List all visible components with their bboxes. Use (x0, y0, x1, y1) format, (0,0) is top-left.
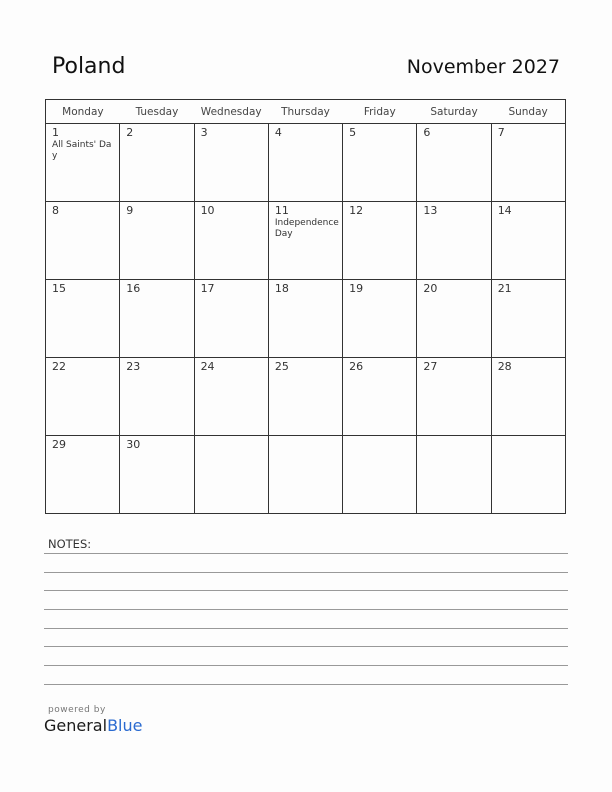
day-cell (120, 436, 194, 514)
notes-label: NOTES: (48, 537, 92, 551)
holiday-label: All Saints' Day (52, 140, 112, 161)
day-number: 3 (200, 126, 208, 139)
day-cell (46, 358, 120, 436)
weekday-header: Friday (343, 100, 417, 124)
day-cell (491, 202, 565, 280)
weekday-header: Sunday (491, 100, 565, 124)
day-number: 16 (126, 282, 141, 295)
day-number: 15 (52, 282, 66, 295)
day-cell (194, 280, 268, 358)
day-number (492, 436, 565, 438)
day-number: 19 (349, 282, 364, 295)
day-cell (120, 124, 194, 202)
day-cell (343, 280, 417, 358)
weekday-header: Tuesday (120, 100, 194, 124)
day-number: 2 (126, 126, 134, 139)
note-line (44, 572, 568, 573)
day-number: 24 (200, 360, 215, 373)
weekday-header-row (46, 100, 566, 124)
day-cell (417, 280, 491, 358)
generalblue-logo (44, 716, 142, 735)
day-number: 21 (497, 282, 512, 295)
day-cell (194, 358, 268, 436)
day-number: 17 (200, 282, 215, 295)
day-number: 5 (349, 126, 357, 139)
weekday-header: Thursday (268, 100, 342, 124)
note-line (44, 684, 568, 685)
day-number: 25 (274, 360, 289, 373)
day-number: 22 (52, 360, 66, 373)
day-number: 4 (274, 126, 282, 139)
day-cell (120, 280, 194, 358)
day-cell (343, 358, 417, 436)
day-cell (194, 124, 268, 202)
day-number: 6 (423, 126, 431, 139)
powered-by-text: powered by (48, 705, 106, 715)
day-cell (268, 436, 342, 514)
note-line (44, 609, 568, 610)
day-number (269, 436, 342, 438)
day-number: 12 (349, 204, 364, 217)
weekday-header: Monday (46, 100, 120, 124)
month-title: November 2027 (406, 56, 560, 78)
logo-general-text: General (44, 716, 108, 735)
day-cell (46, 280, 120, 358)
day-cell (46, 436, 120, 514)
day-number (343, 436, 416, 438)
note-line (44, 590, 568, 591)
day-cell (491, 358, 565, 436)
weekday-header: Wednesday (194, 100, 268, 124)
note-line (44, 553, 568, 554)
day-cell (417, 358, 491, 436)
day-cell (268, 280, 342, 358)
day-number: 29 (52, 438, 66, 451)
day-cell (194, 436, 268, 514)
day-number: 28 (497, 360, 512, 373)
day-cell (120, 358, 194, 436)
day-number: 14 (497, 204, 512, 217)
day-cell (46, 124, 120, 202)
day-number: 8 (52, 204, 59, 217)
week-row (46, 358, 566, 436)
day-cell (268, 358, 342, 436)
weekday-header: Saturday (417, 100, 491, 124)
day-cell (194, 202, 268, 280)
holiday-label: Independence Day (274, 218, 339, 239)
day-number: 26 (349, 360, 364, 373)
note-line (44, 628, 568, 629)
calendar-grid (45, 99, 566, 514)
day-cell (491, 124, 565, 202)
day-cell (343, 124, 417, 202)
day-cell (120, 202, 194, 280)
note-line (44, 665, 568, 666)
day-cell (46, 202, 120, 280)
day-number: 23 (126, 360, 141, 373)
week-row (46, 280, 566, 358)
day-cell (268, 124, 342, 202)
logo-blue-text: Blue (107, 716, 143, 735)
day-number: 30 (126, 438, 141, 451)
day-cell (491, 280, 565, 358)
week-row (46, 436, 566, 514)
day-cell (268, 202, 342, 280)
day-number: 27 (423, 360, 438, 373)
day-cell (417, 124, 491, 202)
note-line (44, 646, 568, 647)
day-cell (491, 436, 565, 514)
day-cell (343, 436, 417, 514)
day-number: 18 (274, 282, 289, 295)
day-number: 1 (52, 126, 59, 139)
day-number: 20 (423, 282, 438, 295)
day-number: 10 (200, 204, 215, 217)
day-cell (417, 436, 491, 514)
day-number: 11 (274, 204, 289, 217)
week-row (46, 202, 566, 280)
day-number: 7 (497, 126, 505, 139)
day-number: 13 (423, 204, 438, 217)
week-row (46, 124, 566, 202)
day-number (417, 436, 490, 438)
country-title: Poland (52, 54, 126, 79)
day-number: 9 (126, 204, 134, 217)
day-cell (343, 202, 417, 280)
day-cell (417, 202, 491, 280)
day-number (195, 436, 268, 438)
